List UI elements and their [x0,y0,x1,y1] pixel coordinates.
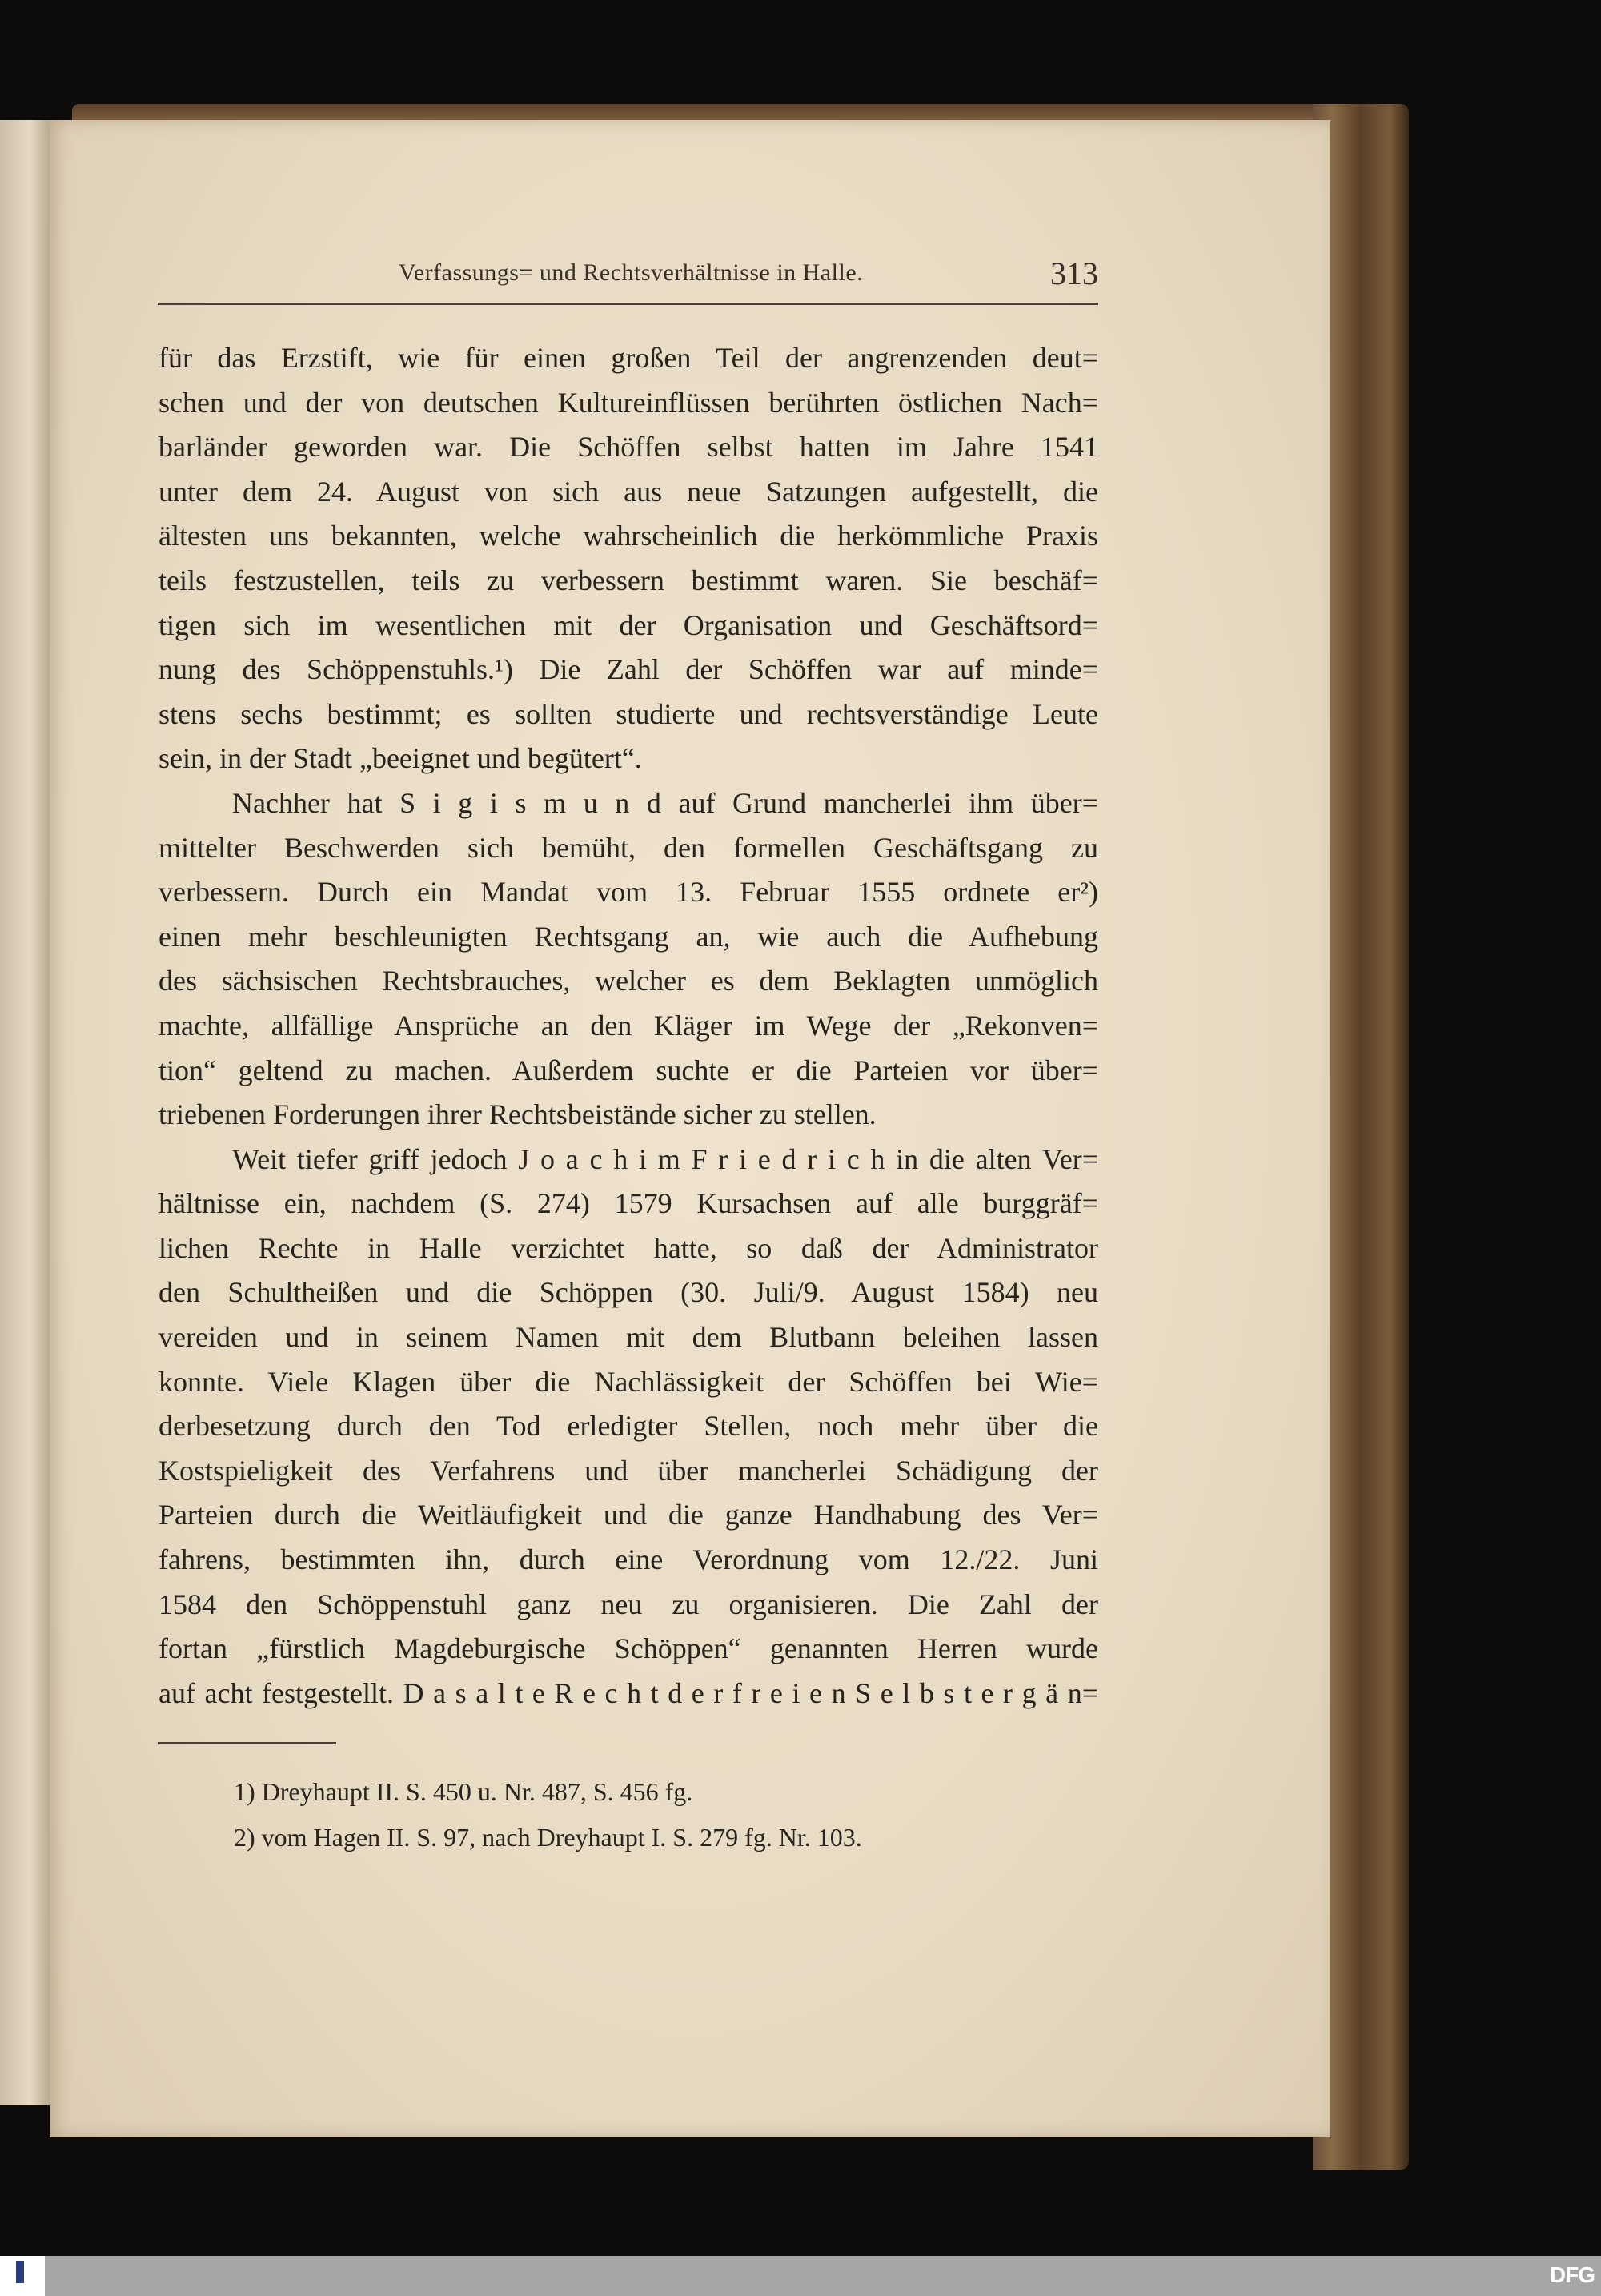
text-line: fortan „fürstlich Magdeburgische Schöppen“ genannten Herren wurde [158,1632,1098,1665]
page-number: 313 [1050,255,1098,291]
text-line: den Schultheißen und die Schöppen (30. Juli/9. August 1584) neu [158,1276,1098,1309]
footnotes [234,1769,862,1860]
text-line: schen und der von deutschen Kultureinflüssen berührten östlichen Nach= [158,386,1098,419]
text-line: Kostspieligkeit des Verfahrens und über mancherlei Schädigung der [158,1454,1098,1487]
viewer-footer-bar [0,2256,1601,2296]
text-line: Parteien durch die Weitläufigkeit und die ganze Handhabung des Ver= [158,1499,1098,1531]
text-line: derbesetzung durch den Tod erledigter Stellen, noch mehr über die [158,1410,1098,1443]
footnote-rule [158,1742,336,1744]
text-line: fahrens, bestimmten ihn, durch eine Verordnung vom 12./22. Juni [158,1543,1098,1576]
text-line: Weit tiefer griff jedoch J o a c h i m F r i e d r i c h in die alten Ver= [232,1142,1098,1175]
running-head [158,255,1098,295]
text-line: stens sechs bestimmt; es sollten studierte und rechtsverständige Leute [158,697,1098,730]
text-line: des sächsischen Rechtsbrauches, welcher es dem Beklagten unmöglich [158,965,1098,997]
text-line: vereiden und in seinem Namen mit dem Blutbann beleihen lassen [158,1321,1098,1354]
text-line: tion“ geltend zu machen. Außerdem suchte er die Parteien vor über= [158,1054,1098,1086]
text-line: verbessern. Durch ein Mandat vom 13. Februar 1555 ordnete er²) [158,876,1098,909]
footnote-1: 1) Dreyhaupt II. S. 450 u. Nr. 487, S. 456 fg. [234,1777,693,1806]
text-line: 1584 den Schöppenstuhl ganz neu zu organisieren. Die Zahl der [158,1588,1098,1620]
text-line: auf acht festgestellt. D a s a l t e R e c h t d e r f r e i e n S e l b s t e r g ä n= [158,1676,1098,1709]
text-line: machte, allfällige Ansprüche an den Kläger im Wege der „Rekonven= [158,1009,1098,1042]
text-line: tigen sich im wesentlichen mit der Organisation und Geschäftsord= [158,608,1098,641]
text-line: sein, in der Stadt „beeignet und begütert“. [158,742,642,775]
text-line: konnte. Viele Klagen über die Nachlässigkeit der Schöffen bei Wie= [158,1365,1098,1398]
text-line: lichen Rechte in Halle verzichtet hatte, so daß der Administrator [158,1231,1098,1264]
dfg-logo[interactable]: DFG [1549,2262,1595,2287]
text-line: ältesten uns bekannten, welche wahrscheinlich die herkömmliche Praxis [158,520,1098,552]
facing-page-edge [0,120,50,2105]
text-line: für das Erzstift, wie für einen großen Teil der angrenzenden deut= [158,342,1098,374]
text-line: hältnisse ein, nachdem (S. 274) 1579 Kursachsen auf alle burggräf= [158,1187,1098,1220]
text-line: barländer geworden war. Die Schöffen selbst hatten im Jahre 1541 [158,431,1098,464]
running-title: Verfassungs= und Rechtsverhältnisse in Halle. [399,259,864,286]
text-line: einen mehr beschleunigten Rechtsgang an, wie auch die Aufhebung [158,920,1098,953]
body-text [158,336,1098,1716]
text-line: teils festzustellen, teils zu verbessern bestimmt waren. Sie beschäf= [158,564,1098,596]
franckesche-stiftungen-logo[interactable] [0,2256,45,2296]
text-line: triebenen Forderungen ihrer Rechtsbeistände sicher zu stellen. [158,1098,877,1131]
text-line: nung des Schöppenstuhls.¹) Die Zahl der Schöffen war auf minde= [158,653,1098,686]
text-line: mittelter Beschwerden sich bemüht, den formellen Geschäftsgang zu [158,831,1098,864]
header-rule [158,303,1098,305]
text-line: Nachher hat S i g i s m u n d auf Grund mancherlei ihm über= [232,786,1098,819]
tower-icon [16,2261,24,2283]
footnote-2: 2) vom Hagen II. S. 97, nach Dreyhaupt I. S. 279 fg. Nr. 103. [234,1823,862,1852]
text-line: unter dem 24. August von sich aus neue Satzungen aufgestellt, die [158,475,1098,508]
